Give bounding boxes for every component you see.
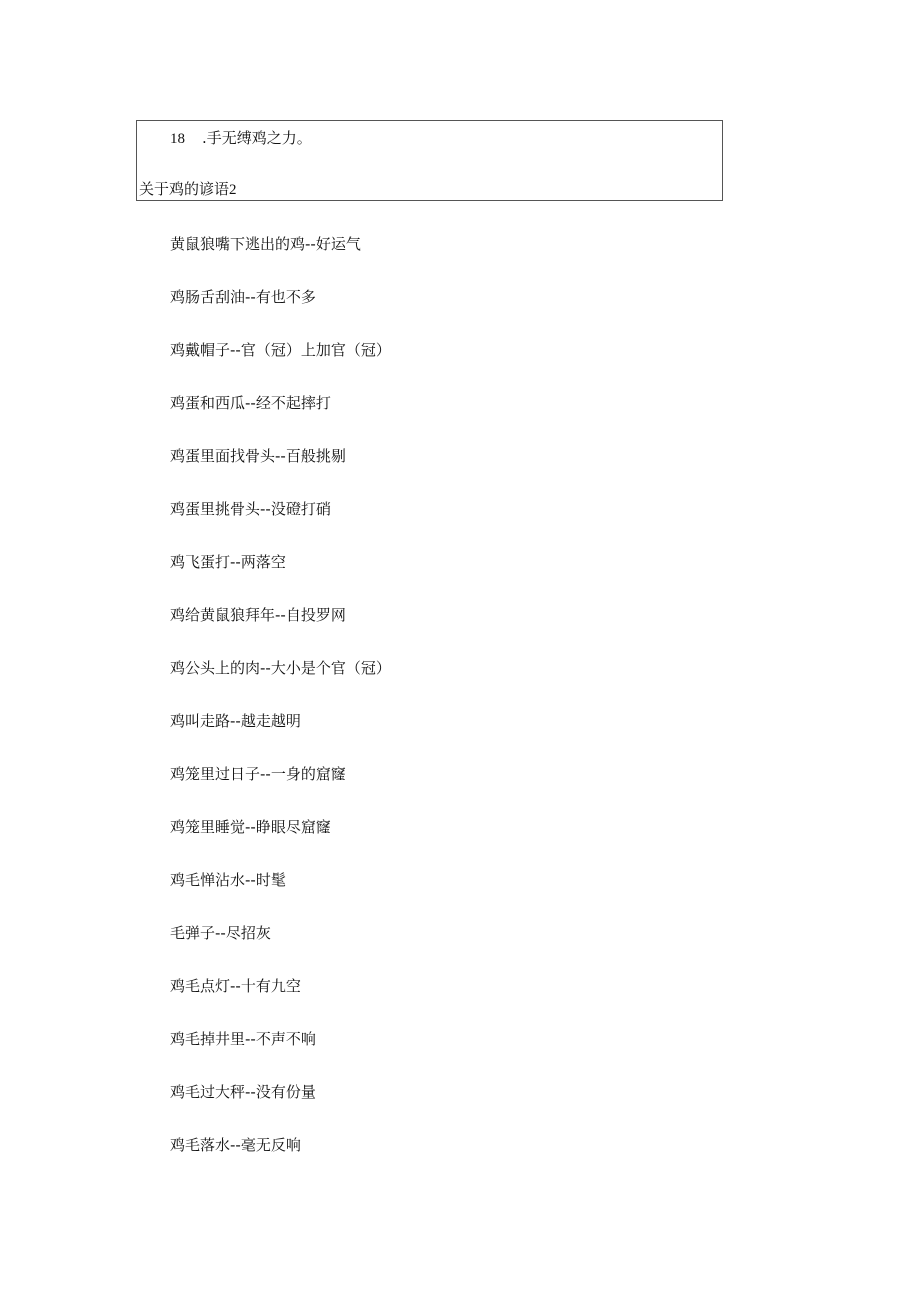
- list-item: 鸡蛋和西瓜--经不起摔打: [170, 394, 331, 412]
- list-item: 鸡给黄鼠狼拜年--自投罗网: [170, 606, 346, 624]
- header-box: [136, 120, 723, 201]
- list-item: 鸡公头上的肉--大小是个官（冠）: [170, 659, 391, 677]
- list-item: 黄鼠狼嘴下逃出的鸡--好运气: [170, 235, 361, 253]
- list-item: 鸡毛落水--毫无反响: [170, 1136, 301, 1154]
- list-item: 鸡毛掉井里--不声不响: [170, 1030, 316, 1048]
- item-text: .手无缚鸡之力。: [202, 129, 312, 147]
- list-item: 鸡蛋里挑骨头--没磴打硝: [170, 500, 331, 518]
- list-item: 鸡毛惮沾水--时髦: [170, 871, 286, 889]
- list-item: 鸡飞蛋打--两落空: [170, 553, 286, 571]
- section-title-text: 关于鸡的谚语: [139, 180, 230, 198]
- list-item: 鸡毛过大秤--没有份量: [170, 1083, 316, 1101]
- section-title: [139, 179, 237, 200]
- item-number: 18: [170, 131, 185, 147]
- list-item: 毛弹子--尽招灰: [170, 924, 271, 942]
- list-item: 鸡笼里过日子--一身的窟窿: [170, 765, 346, 783]
- section-title-suffix: 2: [229, 182, 237, 198]
- list-item: 鸡叫走路--越走越明: [170, 712, 301, 730]
- list-item: 鸡肠舌刮油--有也不多: [170, 288, 316, 306]
- list-item: 鸡毛点灯--十有九空: [170, 977, 301, 995]
- proverb-list: [170, 234, 391, 1188]
- list-item: 鸡笼里睡觉--睁眼尽窟窿: [170, 818, 331, 836]
- list-item: 鸡蛋里面找骨头--百般挑剔: [170, 447, 346, 465]
- numbered-line-18: [170, 128, 312, 149]
- list-item: 鸡戴帽子--官（冠）上加官（冠）: [170, 341, 391, 359]
